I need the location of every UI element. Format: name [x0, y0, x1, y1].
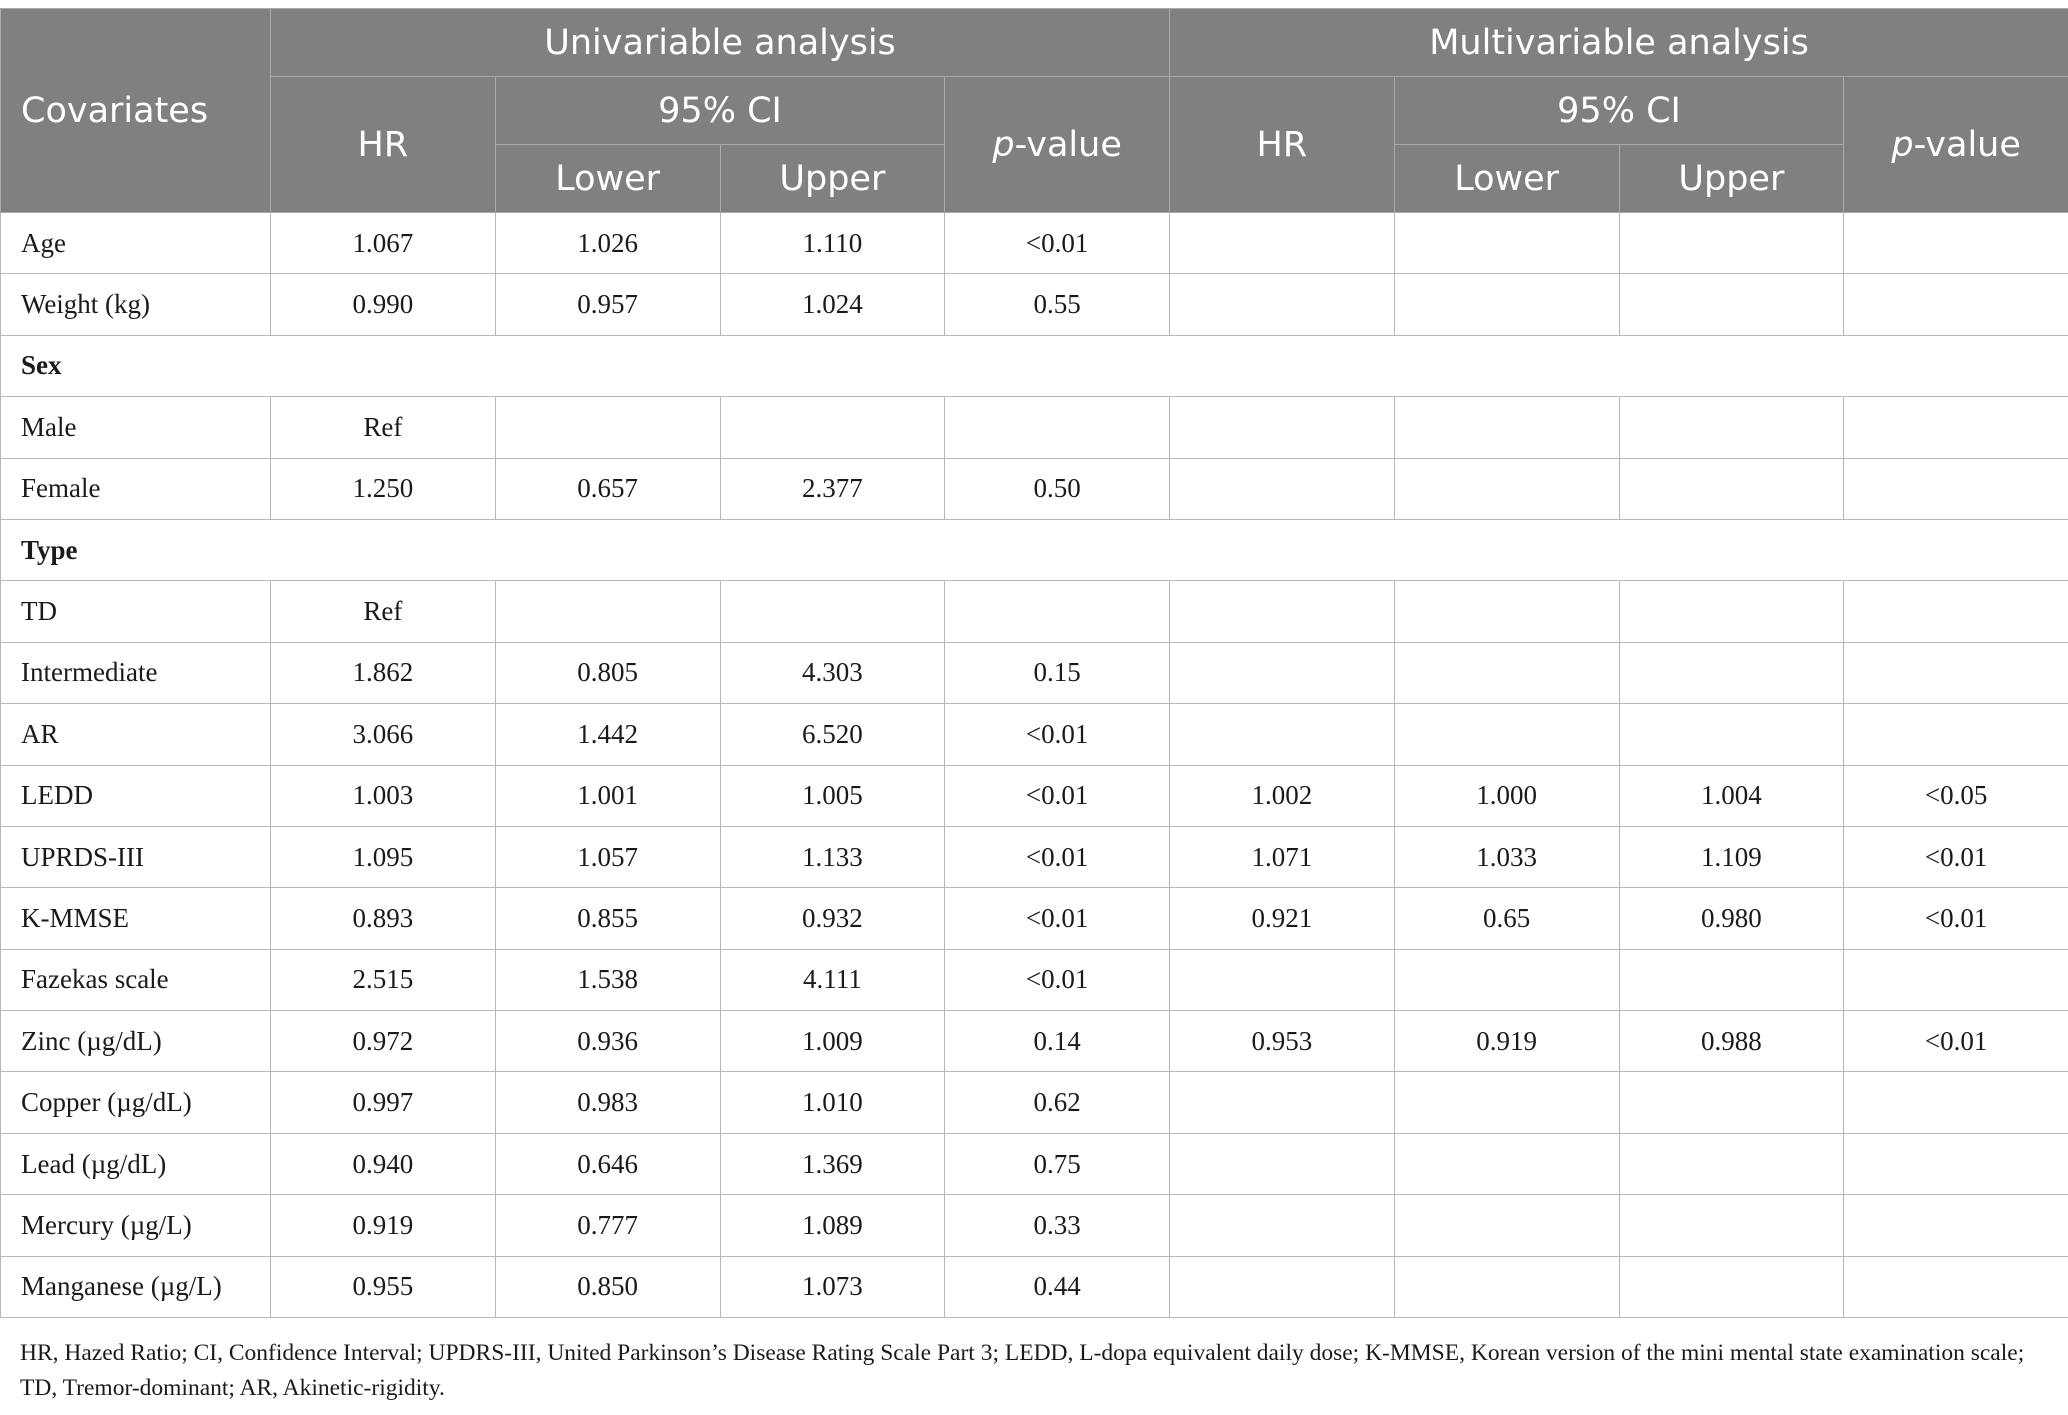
header-multi-lower: Lower: [1394, 145, 1619, 213]
cell-multi-pvalue: [1844, 642, 2068, 703]
cell-multi-lower: 0.919: [1394, 1011, 1619, 1072]
table-row: [1, 1256, 2068, 1317]
header-uni-lower: Lower: [495, 145, 720, 213]
cell-multi-upper: [1619, 1195, 1844, 1256]
cell-multi-lower: [1394, 458, 1619, 519]
cell-multi-lower: [1394, 704, 1619, 765]
cell-multi-lower: [1394, 397, 1619, 458]
header-uni-hr: HR: [271, 77, 496, 213]
cell-uni-upper: 1.073: [720, 1256, 945, 1317]
table-header: [1, 9, 2068, 213]
p-suffix: -value: [1014, 124, 1122, 165]
covariate-label: Lead (µg/dL): [1, 1133, 271, 1194]
covariate-label: AR: [1, 704, 271, 765]
cell-multi-pvalue: <0.05: [1844, 765, 2068, 826]
header-multi-upper: Upper: [1619, 145, 1844, 213]
header-uni-ci: 95% CI: [495, 77, 945, 145]
cell-uni-pvalue: 0.44: [945, 1256, 1170, 1317]
cell-uni-lower: 0.805: [495, 642, 720, 703]
cell-uni-hr: 0.990: [271, 274, 496, 335]
cell-multi-lower: [1394, 642, 1619, 703]
cell-multi-pvalue: [1844, 213, 2068, 274]
cell-uni-lower: 1.001: [495, 765, 720, 826]
cell-multi-pvalue: [1844, 274, 2068, 335]
covariate-label: Age: [1, 213, 271, 274]
header-multi-hr: HR: [1170, 77, 1395, 213]
cell-uni-hr: 1.067: [271, 213, 496, 274]
table-row: [1, 642, 2068, 703]
cell-uni-pvalue: 0.62: [945, 1072, 1170, 1133]
cell-uni-hr: 1.003: [271, 765, 496, 826]
header-multi-ci: 95% CI: [1394, 77, 1844, 145]
cell-multi-upper: 0.988: [1619, 1011, 1844, 1072]
cell-multi-upper: [1619, 397, 1844, 458]
cell-multi-lower: [1394, 213, 1619, 274]
cell-multi-upper: [1619, 1072, 1844, 1133]
covariate-label: Weight (kg): [1, 274, 271, 335]
cell-multi-hr: [1170, 1072, 1395, 1133]
cell-uni-upper: [720, 397, 945, 458]
table-row: [1, 704, 2068, 765]
cell-multi-hr: [1170, 274, 1395, 335]
cell-uni-upper: 1.110: [720, 213, 945, 274]
cell-multi-upper: [1619, 642, 1844, 703]
cell-uni-upper: 4.303: [720, 642, 945, 703]
cell-multi-lower: 1.033: [1394, 826, 1619, 887]
covariate-label: Male: [1, 397, 271, 458]
header-covariates: Covariates: [1, 9, 271, 213]
cell-multi-lower: [1394, 949, 1619, 1010]
section-row: [1, 519, 2068, 580]
cell-uni-lower: 0.646: [495, 1133, 720, 1194]
cell-uni-hr: 2.515: [271, 949, 496, 1010]
cell-multi-pvalue: [1844, 949, 2068, 1010]
cell-uni-upper: 2.377: [720, 458, 945, 519]
cell-uni-hr: 3.066: [271, 704, 496, 765]
table-body: [1, 213, 2068, 1318]
covariate-label: Manganese (µg/L): [1, 1256, 271, 1317]
p-suffix: -value: [1913, 124, 2021, 165]
cell-uni-lower: [495, 581, 720, 642]
cell-uni-lower: 0.936: [495, 1011, 720, 1072]
cell-multi-pvalue: [1844, 1133, 2068, 1194]
cell-multi-lower: 1.000: [1394, 765, 1619, 826]
cell-multi-hr: 1.071: [1170, 826, 1395, 887]
table-row: [1, 274, 2068, 335]
cell-multi-lower: [1394, 1072, 1619, 1133]
table-row: [1, 581, 2068, 642]
table-row: [1, 213, 2068, 274]
header-multi-pvalue: [1844, 77, 2068, 213]
cell-uni-lower: 0.983: [495, 1072, 720, 1133]
cell-uni-pvalue: <0.01: [945, 949, 1170, 1010]
cell-multi-lower: [1394, 1133, 1619, 1194]
header-uni-upper: Upper: [720, 145, 945, 213]
cell-uni-pvalue: [945, 397, 1170, 458]
table-row: [1, 949, 2068, 1010]
table-row: [1, 1011, 2068, 1072]
cell-uni-hr: 1.250: [271, 458, 496, 519]
cell-multi-hr: 0.921: [1170, 888, 1395, 949]
cell-uni-pvalue: [945, 581, 1170, 642]
cell-uni-lower: 0.850: [495, 1256, 720, 1317]
cell-uni-pvalue: 0.50: [945, 458, 1170, 519]
cell-multi-pvalue: [1844, 581, 2068, 642]
table-row: [1, 1195, 2068, 1256]
cell-uni-hr: Ref: [271, 397, 496, 458]
cell-multi-pvalue: [1844, 1195, 2068, 1256]
header-univariable: Univariable analysis: [271, 9, 1170, 77]
cell-multi-hr: [1170, 213, 1395, 274]
cell-uni-pvalue: 0.33: [945, 1195, 1170, 1256]
cell-uni-pvalue: 0.75: [945, 1133, 1170, 1194]
cell-uni-lower: [495, 397, 720, 458]
covariate-label: TD: [1, 581, 271, 642]
p-italic: p: [992, 124, 1015, 165]
cell-uni-upper: [720, 581, 945, 642]
cell-multi-pvalue: <0.01: [1844, 826, 2068, 887]
covariate-label: Copper (µg/dL): [1, 1072, 271, 1133]
cell-multi-lower: 0.65: [1394, 888, 1619, 949]
cell-uni-upper: 1.010: [720, 1072, 945, 1133]
table-row: [1, 458, 2068, 519]
table-footnote: HR, Hazed Ratio; CI, Confidence Interval; UPDRS-III, United Parkinson’s Disease Rating Scale Part 3; LEDD, L-dopa equivalent daily dose; K-MMSE, Korean version of the mini mental state examination scale; TD, Tremor-dominant; AR, Akinetic-rigidity.: [20, 1340, 2025, 1401]
table-row: [1, 1133, 2068, 1194]
covariate-label: Zinc (µg/dL): [1, 1011, 271, 1072]
covariate-label: Mercury (µg/L): [1, 1195, 271, 1256]
cell-multi-lower: [1394, 1195, 1619, 1256]
cell-multi-upper: [1619, 213, 1844, 274]
cell-multi-hr: [1170, 458, 1395, 519]
cell-uni-lower: 1.442: [495, 704, 720, 765]
cell-uni-hr: 0.919: [271, 1195, 496, 1256]
cell-uni-pvalue: <0.01: [945, 213, 1170, 274]
section-label: Sex: [1, 335, 2068, 396]
cell-multi-hr: [1170, 1195, 1395, 1256]
cell-uni-pvalue: <0.01: [945, 888, 1170, 949]
cell-multi-pvalue: <0.01: [1844, 888, 2068, 949]
cell-uni-upper: 1.089: [720, 1195, 945, 1256]
section-label: Type: [1, 519, 2068, 580]
cell-multi-pvalue: [1844, 1072, 2068, 1133]
covariate-label: Female: [1, 458, 271, 519]
cell-uni-pvalue: 0.55: [945, 274, 1170, 335]
cell-uni-upper: 1.009: [720, 1011, 945, 1072]
cell-uni-lower: 1.026: [495, 213, 720, 274]
cell-multi-upper: [1619, 274, 1844, 335]
cell-uni-upper: 4.111: [720, 949, 945, 1010]
cell-multi-lower: [1394, 274, 1619, 335]
cell-uni-hr: 0.893: [271, 888, 496, 949]
cell-uni-lower: 1.538: [495, 949, 720, 1010]
table-row: [1, 765, 2068, 826]
header-uni-pvalue: [945, 77, 1170, 213]
covariate-label: K-MMSE: [1, 888, 271, 949]
cell-uni-pvalue: <0.01: [945, 826, 1170, 887]
cell-multi-upper: [1619, 458, 1844, 519]
cell-multi-pvalue: [1844, 458, 2068, 519]
cell-multi-lower: [1394, 581, 1619, 642]
cell-uni-pvalue: <0.01: [945, 704, 1170, 765]
cell-uni-hr: 0.955: [271, 1256, 496, 1317]
covariate-label: UPRDS-III: [1, 826, 271, 887]
cell-multi-upper: [1619, 1256, 1844, 1317]
cell-uni-upper: 1.005: [720, 765, 945, 826]
header-multivariable: Multivariable analysis: [1170, 9, 2068, 77]
covariate-label: LEDD: [1, 765, 271, 826]
covariate-label: Fazekas scale: [1, 949, 271, 1010]
cell-uni-upper: 1.024: [720, 274, 945, 335]
cell-uni-upper: 1.133: [720, 826, 945, 887]
cell-multi-pvalue: <0.01: [1844, 1011, 2068, 1072]
cell-uni-hr: Ref: [271, 581, 496, 642]
table-row: [1, 888, 2068, 949]
cell-multi-hr: 0.953: [1170, 1011, 1395, 1072]
cell-uni-pvalue: 0.15: [945, 642, 1170, 703]
cell-multi-upper: 1.109: [1619, 826, 1844, 887]
section-row: [1, 335, 2068, 396]
cell-multi-hr: [1170, 642, 1395, 703]
cell-multi-upper: 1.004: [1619, 765, 1844, 826]
p-italic: p: [1891, 124, 1914, 165]
cell-uni-lower: 0.957: [495, 274, 720, 335]
cell-multi-hr: [1170, 581, 1395, 642]
cell-uni-lower: 0.657: [495, 458, 720, 519]
results-table-container: [0, 8, 2068, 1318]
cell-uni-hr: 0.940: [271, 1133, 496, 1194]
cell-multi-pvalue: [1844, 704, 2068, 765]
cell-multi-upper: [1619, 1133, 1844, 1194]
cell-uni-pvalue: <0.01: [945, 765, 1170, 826]
cell-uni-lower: 0.777: [495, 1195, 720, 1256]
covariate-label: Intermediate: [1, 642, 271, 703]
cell-multi-pvalue: [1844, 397, 2068, 458]
cell-uni-hr: 1.095: [271, 826, 496, 887]
cell-uni-hr: 1.862: [271, 642, 496, 703]
table-row: [1, 397, 2068, 458]
cell-multi-upper: [1619, 704, 1844, 765]
cell-uni-hr: 0.997: [271, 1072, 496, 1133]
cell-multi-hr: [1170, 1133, 1395, 1194]
table-row: [1, 826, 2068, 887]
cell-multi-hr: [1170, 397, 1395, 458]
cell-multi-hr: 1.002: [1170, 765, 1395, 826]
cell-multi-upper: [1619, 949, 1844, 1010]
cell-multi-pvalue: [1844, 1256, 2068, 1317]
cell-uni-lower: 0.855: [495, 888, 720, 949]
cell-uni-pvalue: 0.14: [945, 1011, 1170, 1072]
cell-multi-upper: [1619, 581, 1844, 642]
cell-multi-lower: [1394, 1256, 1619, 1317]
cell-multi-upper: 0.980: [1619, 888, 1844, 949]
cell-uni-upper: 1.369: [720, 1133, 945, 1194]
cell-multi-hr: [1170, 704, 1395, 765]
cell-uni-upper: 6.520: [720, 704, 945, 765]
cox-regression-table: [0, 8, 2068, 1318]
cell-uni-lower: 1.057: [495, 826, 720, 887]
cell-uni-hr: 0.972: [271, 1011, 496, 1072]
table-row: [1, 1072, 2068, 1133]
cell-uni-upper: 0.932: [720, 888, 945, 949]
cell-multi-hr: [1170, 949, 1395, 1010]
cell-multi-hr: [1170, 1256, 1395, 1317]
